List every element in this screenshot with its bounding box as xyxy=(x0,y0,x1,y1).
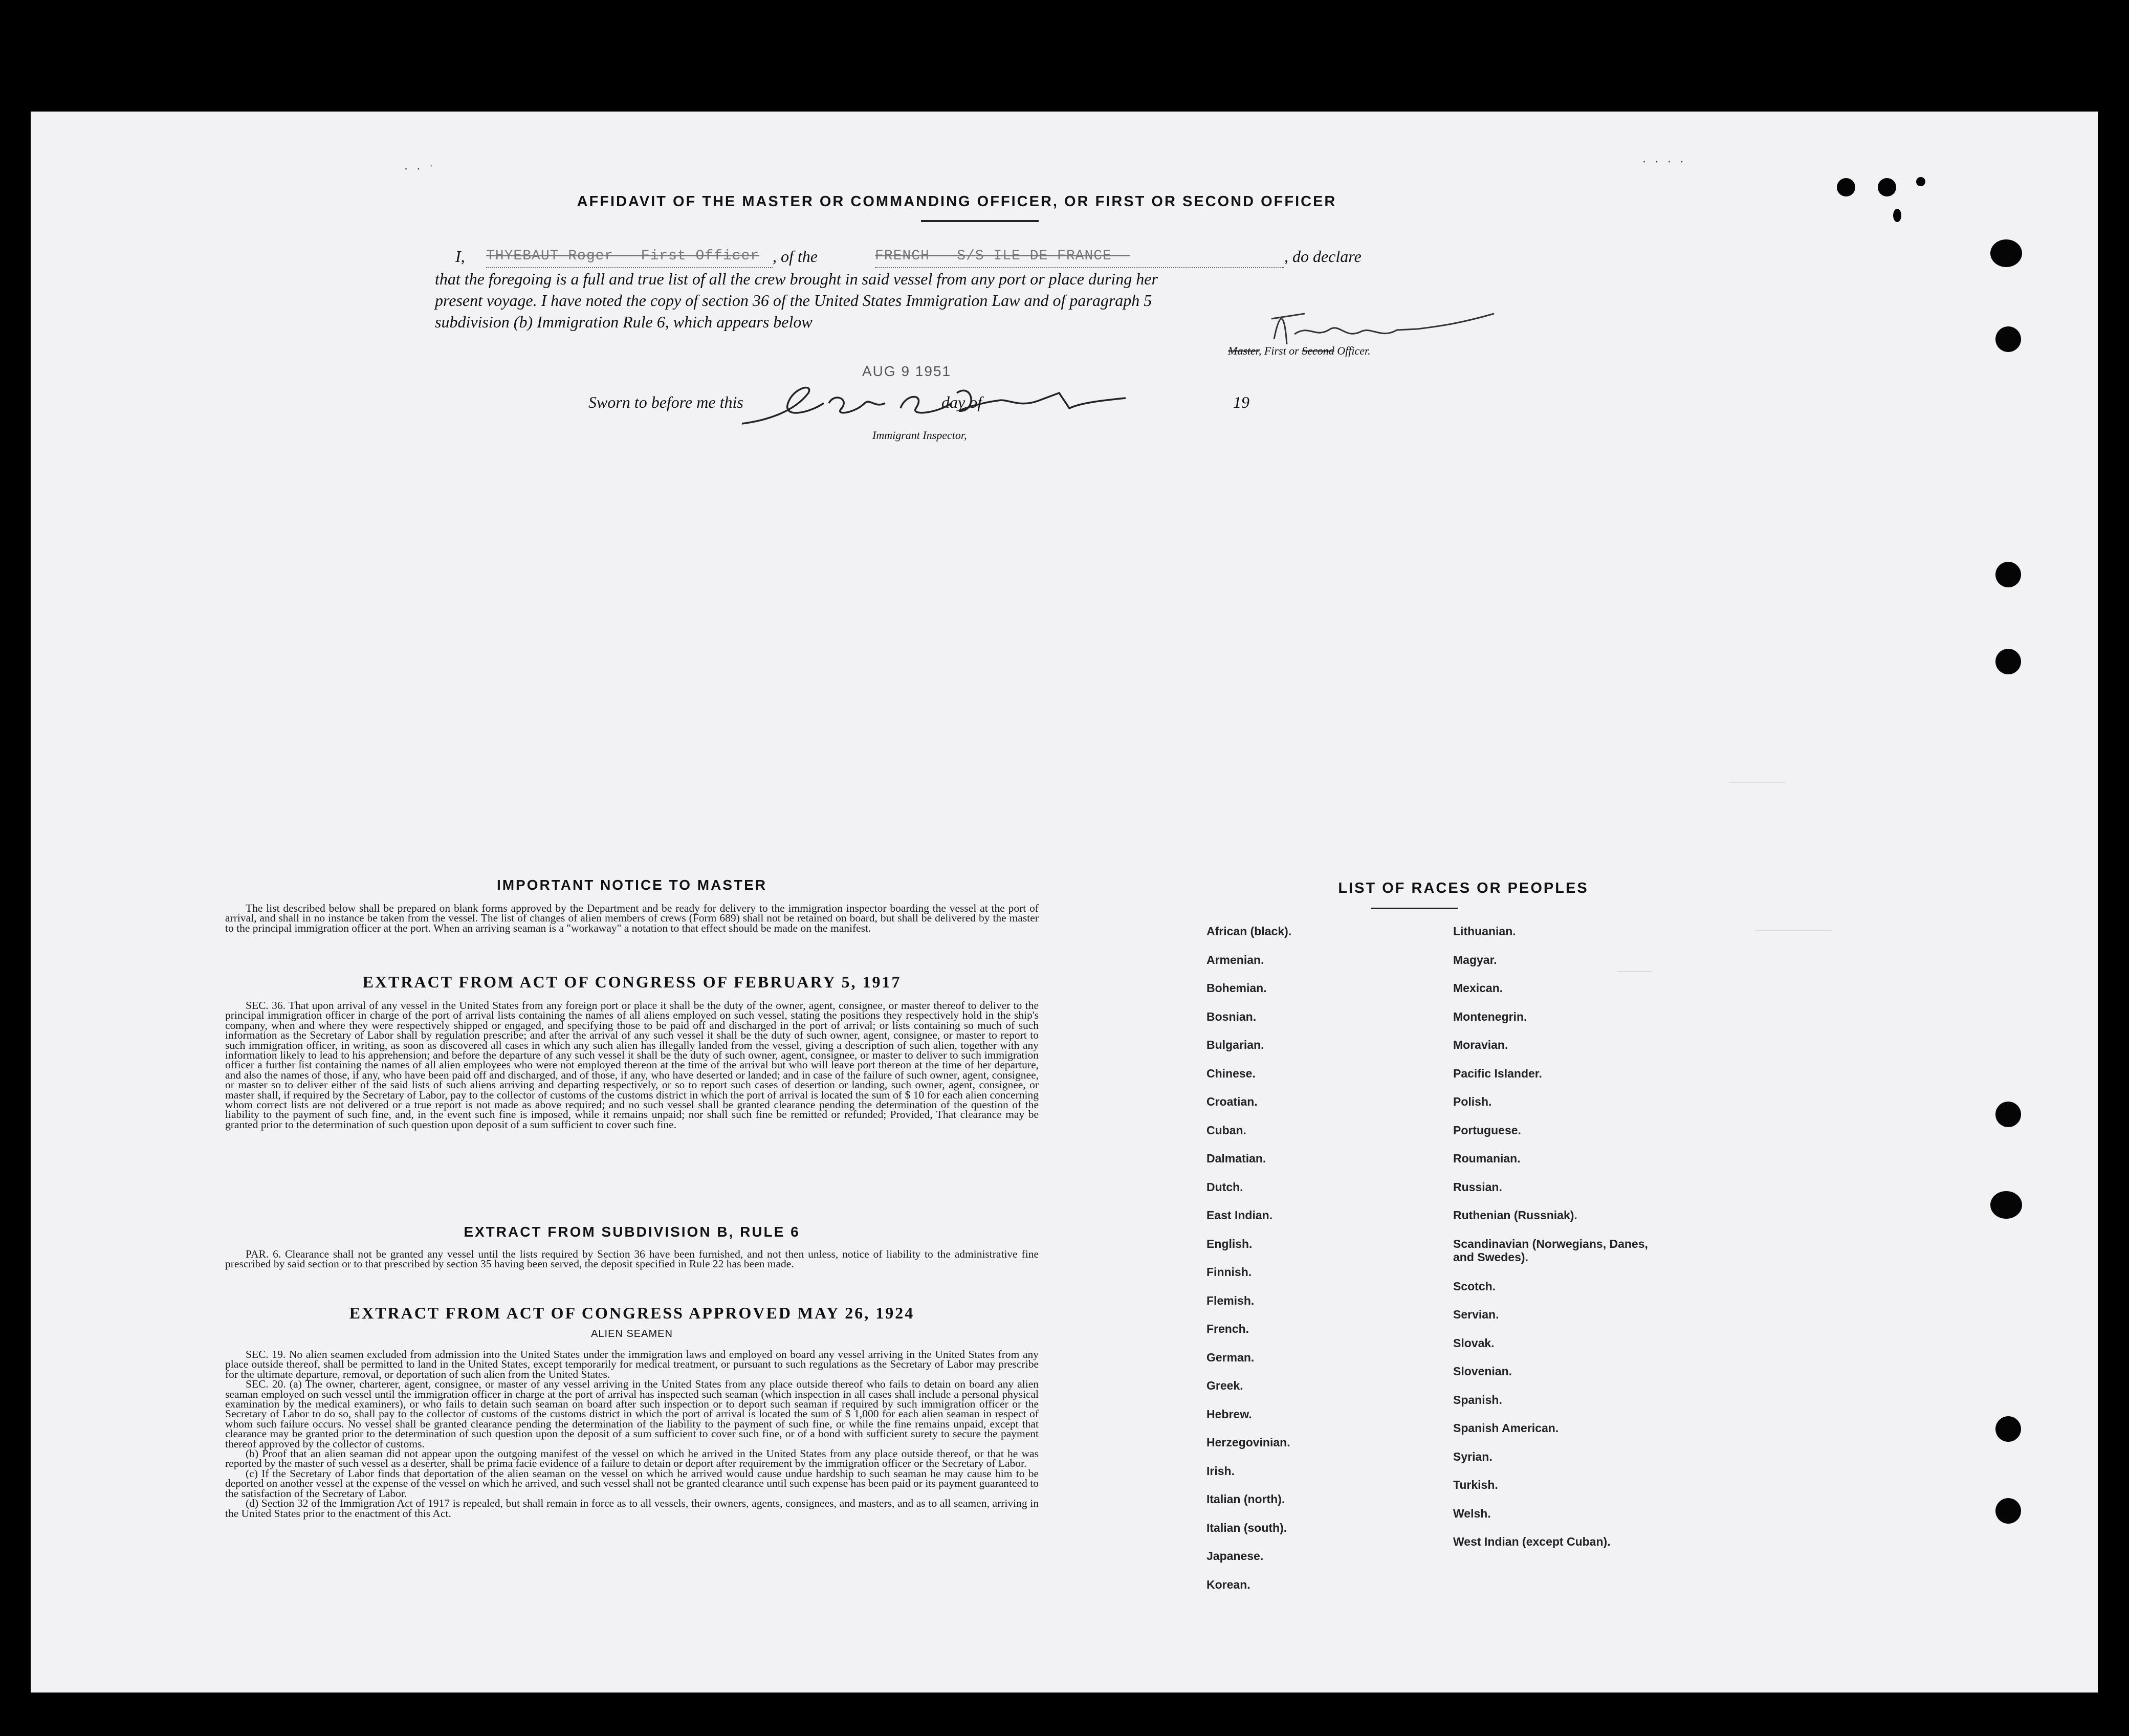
punch-hole xyxy=(1995,1416,2021,1442)
date-stamp: AUG 9 1951 xyxy=(862,363,952,379)
faint-line xyxy=(1729,782,1786,783)
vessel-name-field: FRENCH - S/S ILE DE FRANCE - xyxy=(875,246,1284,268)
race-item: Mexican. xyxy=(1453,981,1503,995)
punch-hole xyxy=(1995,326,2021,352)
race-item: Finnish. xyxy=(1206,1265,1252,1279)
race-item: Greek. xyxy=(1206,1379,1243,1392)
race-item: Herzegovinian. xyxy=(1206,1436,1290,1449)
specks: ‧ ‧ ˙ xyxy=(404,163,436,175)
race-item: Irish. xyxy=(1206,1464,1235,1478)
second-struck: Second xyxy=(1302,344,1334,357)
race-item: Portuguese. xyxy=(1453,1123,1521,1137)
inspector-label: Immigrant Inspector, xyxy=(872,429,967,442)
race-item: Russian. xyxy=(1453,1180,1502,1194)
specks: ‧ ‧ ‧ ‧ xyxy=(1642,156,1687,168)
race-item: Chinese. xyxy=(1206,1066,1256,1080)
punch-hole xyxy=(1916,177,1925,186)
race-item: African (black). xyxy=(1206,925,1292,938)
race-item: Scandinavian (Norwegians, Danes, and Swedes). xyxy=(1453,1237,1648,1264)
sworn-prefix: Sworn to before me this xyxy=(588,393,743,411)
race-item: East Indian. xyxy=(1206,1208,1273,1222)
notice-title: IMPORTANT NOTICE TO MASTER xyxy=(496,877,767,893)
race-item: Spanish. xyxy=(1453,1393,1502,1407)
race-item: Turkish. xyxy=(1453,1478,1498,1491)
sec-20b-paragraph: (b) Proof that an alien seaman did not appear upon the outgoing manifest of the vessel on which he arrived in the United States from any place outside thereof, or that he was reported by the master of such vessel as a deserter, shall be prima facie evidence of a failure to detain or deport after requirement by the immigration officer or the Secretary of Labor. xyxy=(225,1447,1039,1470)
sec-36-paragraph: SEC. 36. That upon arrival of any vessel in the United States from any foreign port or place it shall be the duty of the owner, agent, consignee, or master thereof to deliver to the principal immigration officer in charge of the port of arrival lists containing the names of all aliens employed on such vessel, stating the positions they respectively hold in the ship's company, when and where they were respectively shipped or engaged, and specifying those to be paid off and discharged in the port of arrival; or lists containing so much of such information as the Secretary of Labor shall by regulation prescribe; and after the arrival of any such vessel it shall be the duty of such owner, agent, consignee, or master to report to such immigration officer, in writing, as soon as discovered all cases in which any such alien has illegally landed from the vessel, giving a description of such alien, together with any information likely to lead to his apprehension; and before the departure of any such vessel it shall be the duty of such owner, agent, consignee, or master to deliver to such immigration officer a further list containing the names of all alien employees who were not employed thereon at the time of the arrival but who will leave port thereon at the time of her departure, and also the names of those, if any, who have been paid off and discharged, and of those, if any, who have deserted or landed; and in case of the failure of such owner, agent, consignee, or master so to deliver either of the said lists of such aliens arriving and departing respectively, or so to report such cases of desertion or landing, such owner, agent, consignee, or master shall, if required by the Secretary of Labor, pay to the collector of customs of the customs district in which the port of arrival is located the sum of $ 10 for each alien concerning whom correct lists are not delivered or a true report is not made as above required; and no such vessel shall be granted clearance pending the determination of the question of the liability to the payment of such fine, and, in the event such fine is imposed, while it remains unpaid; nor shall such fine be remitted or refunded; Provided, That clearance may be granted prior to the determination of such question upon deposit of a sum sufficient to cover such fine. xyxy=(225,999,1039,1131)
race-item: Magyar. xyxy=(1453,953,1497,966)
sworn-year: 19 xyxy=(1233,393,1249,411)
affidavit-title: AFFIDAVIT OF THE MASTER OR COMMANDING OFFICER, OR FIRST OR SECOND OFFICER xyxy=(577,193,1337,210)
affidavit-of-the: , of the xyxy=(773,247,818,266)
race-item: Croatian. xyxy=(1206,1095,1258,1108)
punch-hole xyxy=(1990,1191,2022,1219)
title-underline xyxy=(921,220,1039,222)
officer-end: Officer. xyxy=(1337,344,1371,357)
race-item: Armenian. xyxy=(1206,953,1264,966)
race-item: Montenegrin. xyxy=(1453,1009,1527,1023)
race-item: Welsh. xyxy=(1453,1506,1491,1520)
punch-hole xyxy=(1990,239,2022,267)
extract-1917-body xyxy=(225,1001,1039,1130)
race-item: West Indian (except Cuban). xyxy=(1453,1535,1611,1548)
punch-hole xyxy=(1837,178,1855,196)
race-item: French. xyxy=(1206,1322,1249,1335)
sec-20a-paragraph: SEC. 20. (a) The owner, charterer, agent, consignee, or master of any vessel arriving in the United States from any place outside thereof who fails to detain on board any alien seaman employed on such vessel until the immigration officer in charge at the port of arrival has inspected such seaman (which inspection in all cases shall include a personal physical examination by the medical examiners), or who fails to detain such seaman on board after such inspection or to deport such seaman if required by such immigration officer or the Secretary of Labor to do so, shall pay to the collector of customs of the customs district in which the port of arrival is located the sum of $ 1,000 for each alien seaman in respect of whom such failure occurs. No vessel shall be granted clearance pending the determination of the liability to the payment of such fine, or while the fine remains unpaid, except that clearance may be granted prior to the determination of such question upon the deposit of a sum sufficient to cover such fine, or of a bond with sufficient surety to secure the payment thereof approved by the collector of customs. xyxy=(225,1378,1039,1450)
punch-hole xyxy=(1878,178,1896,196)
notice-body xyxy=(225,904,1039,933)
rule-6-body xyxy=(225,1249,1039,1269)
punch-hole xyxy=(1893,209,1901,222)
extract-1924-title: EXTRACT FROM ACT OF CONGRESS APPROVED MAY 26, 1924 xyxy=(349,1304,915,1322)
race-item: Cuban. xyxy=(1206,1123,1246,1137)
punch-hole xyxy=(1995,1498,2021,1524)
extract-1917-title: EXTRACT FROM ACT OF CONGRESS OF FEBRUARY 5, 1917 xyxy=(362,973,902,991)
punch-hole xyxy=(1995,1102,2021,1127)
races-underline xyxy=(1371,908,1458,909)
race-item: Ruthenian (Russniak). xyxy=(1453,1208,1577,1222)
race-item: Pacific Islander. xyxy=(1453,1066,1542,1080)
alien-seamen-subtitle: ALIEN SEAMEN xyxy=(591,1328,673,1339)
race-item: Slovenian. xyxy=(1453,1365,1512,1378)
race-item: Syrian. xyxy=(1453,1449,1493,1463)
race-item: Italian (south). xyxy=(1206,1521,1287,1534)
race-item: Korean. xyxy=(1206,1577,1250,1591)
race-item: Spanish American. xyxy=(1453,1421,1559,1435)
race-item: Flemish. xyxy=(1206,1293,1255,1307)
race-item: Lithuanian. xyxy=(1453,925,1516,938)
affidavit-line: present voyage. I have noted the copy of section 36 of the United States Immigration Law and of paragraph 5 xyxy=(435,291,1152,310)
extract-1924-body xyxy=(225,1350,1039,1519)
race-item: English. xyxy=(1206,1237,1253,1250)
race-item: German. xyxy=(1206,1350,1255,1364)
punch-hole xyxy=(1995,649,2021,674)
sec-20d-paragraph: (d) Section 32 of the Immigration Act of 1917 is repealed, but shall remain in force as to all vessels, their owners, agents, consignees, and masters, and as to all seamen, arriving in the United States prior to the enactment of this Act. xyxy=(225,1497,1039,1520)
affidavit-line: that the foregoing is a full and true list of all the crew brought in said vessel from any port or place during her xyxy=(435,270,1158,288)
first-or: , First or xyxy=(1258,344,1299,357)
rule-6-title: EXTRACT FROM SUBDIVISION B, RULE 6 xyxy=(464,1224,800,1240)
races-left-column xyxy=(1206,925,1421,1606)
sworn-day: day of xyxy=(941,393,982,411)
notice-paragraph: The list described below shall be prepared on blank forms approved by the Department and be ready for delivery to the immigration inspector boarding the vessel at the port of arrival, and shall in no instance be taken from the vessel. The list of changes of alien members of crews (Form 689) shall not be retained on board, but shall be delivered by the master to the principal immigration officer at the port. When an arriving seaman is a "workaway" a notation to that effect should be made on the manifest. xyxy=(225,902,1039,934)
races-title: LIST OF RACES OR PEOPLES xyxy=(1338,880,1589,896)
race-item: Servian. xyxy=(1453,1308,1499,1321)
race-item: Hebrew. xyxy=(1206,1407,1252,1421)
officer-signature xyxy=(1264,303,1499,349)
par-6-paragraph: PAR. 6. Clearance shall not be granted any vessel until the lists required by Section 36 have been furnished, and not then unless, notice of liability to the administrative fine prescribed by said section or to that prescribed by section 35 having been served, the deposit specified in Rule 22 has been made. xyxy=(225,1248,1039,1270)
master-struck: Master xyxy=(1228,344,1259,357)
affidavit-i: I, xyxy=(455,247,465,266)
sec-20c-paragraph: (c) If the Secretary of Labor finds that deportation of the alien seaman on the vessel on which he arrived would cause undue hardship to such seaman he may cause him to be deported on another vessel at the expense of the vessel on which he arrived, and such vessel shall not be granted clearance until such expense has been paid or its payment guaranteed to the satisfaction of the Secretary of Labor. xyxy=(225,1467,1039,1500)
race-item: Dutch. xyxy=(1206,1180,1243,1194)
faint-line xyxy=(1755,930,1832,931)
affidavit-declare: , do declare xyxy=(1284,247,1362,266)
race-item: Scotch. xyxy=(1453,1279,1496,1293)
race-item: Moravian. xyxy=(1453,1038,1508,1051)
punch-hole xyxy=(1995,562,2021,587)
race-item: Italian (north). xyxy=(1206,1492,1285,1506)
race-item: Bosnian. xyxy=(1206,1009,1257,1023)
race-item: Roumanian. xyxy=(1453,1152,1521,1165)
race-item: Polish. xyxy=(1453,1095,1492,1108)
race-item: Dalmatian. xyxy=(1206,1152,1266,1165)
document-page xyxy=(31,112,2098,1693)
affidavit-line: subdivision (b) Immigration Rule 6, which appears below xyxy=(435,313,813,331)
race-item: Slovak. xyxy=(1453,1336,1495,1350)
races-right-column xyxy=(1453,925,1658,1564)
race-item: Bulgarian. xyxy=(1206,1038,1264,1051)
officer-name-field: THYEBAUT Roger - First Officer xyxy=(486,246,773,268)
race-item: Japanese. xyxy=(1206,1549,1264,1563)
race-item: Bohemian. xyxy=(1206,981,1267,995)
officer-title-label xyxy=(1228,344,1371,358)
inspector-signature xyxy=(732,372,1131,429)
sec-19-paragraph: SEC. 19. No alien seamen excluded from admission into the United States under the immigration laws and employed on board any vessel arriving in the United States from any place outside thereof, shall be permitted to land in the United States, except temporarily for medical treatment, or pursuant to such regulations as the Secretary of Labor may prescribe for the ultimate departure, removal, or deportation of such alien from the United States. xyxy=(225,1348,1039,1380)
